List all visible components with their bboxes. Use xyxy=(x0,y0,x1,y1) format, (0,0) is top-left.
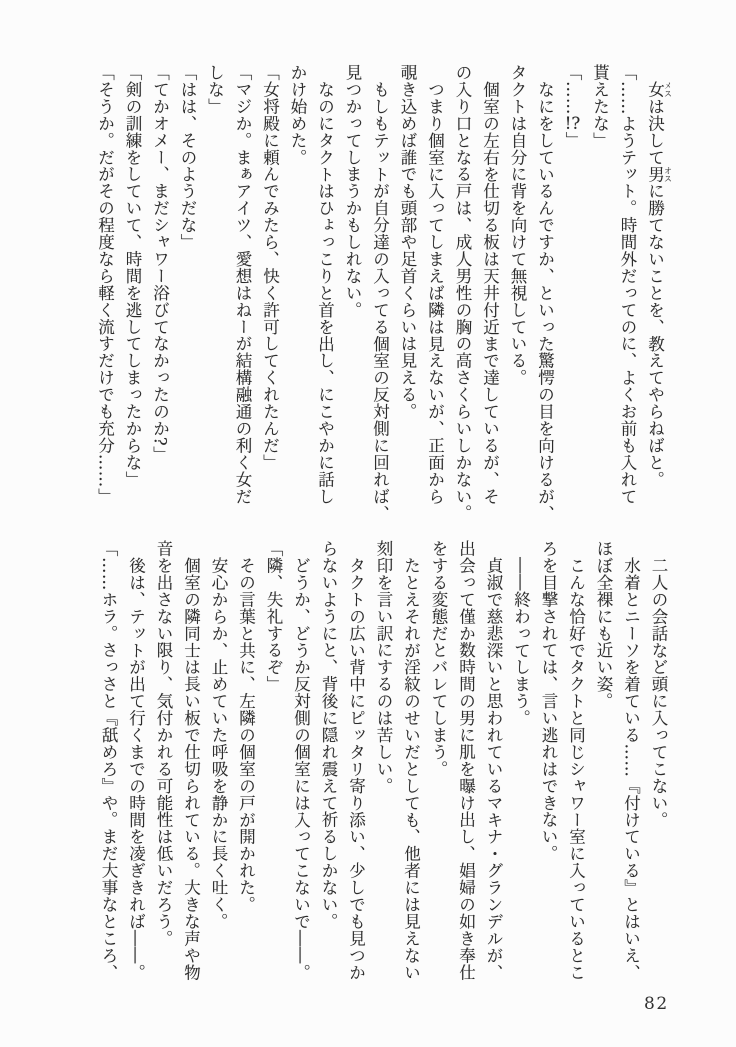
text-line: 「女将殿に頼んでみたら、快く許可してくれたんだ」 xyxy=(260,64,280,471)
text-line: もしもテットが自分達の入ってる個室の反対側に回れば、 xyxy=(370,81,390,522)
text-line: 「てかオメー、まだシャワー浴びてなかったのか?」 xyxy=(150,64,170,464)
furigana-ruby: 女 メス xyxy=(645,81,673,99)
text-line: 貞淑で慈悲深いと思われているマキナ・グランデルが、 xyxy=(484,557,503,981)
text-block-top xyxy=(91,64,672,528)
text-line: 女 メスは決して男 オスに勝てないことを、教えてやらねばと。 xyxy=(645,81,673,489)
text-line: 個室の隣同士は長い板で仕切られている。大きな声や物 xyxy=(181,557,201,981)
text-line: らないようにと、背後に隠れ震えて祈るしかない。 xyxy=(319,540,338,930)
text-line: こんな恰好でタクトと同じシャワー室に入っているとこ xyxy=(566,557,586,981)
text-line: 「……ホラ。さっさと『舐めろ』や。まだ大事なところ、 xyxy=(99,540,118,981)
text-line: 「……ようテット。時間外だってのに、よくお前も入れて xyxy=(618,64,637,505)
text-line: たとえそれが淫紋のせいだとしても、他者には見えない xyxy=(401,557,421,981)
text-line: タクトの広い背中にピッタリ寄り添い、少しでも見つか xyxy=(346,557,366,981)
text-line: をする変態だとバレてしまう。 xyxy=(429,540,448,778)
text-line: 後は、テットが出て行くまでの時間を凌ぎきれば――。 xyxy=(126,557,146,981)
text-line: かけ始めた。 xyxy=(288,64,307,166)
text-line: 刻印を言い訳にするのは苦しい。 xyxy=(374,540,393,795)
text-line: 「剣の訓練をしていて、時間を逃してしまったからな」 xyxy=(123,64,142,488)
text-line: 「そうか。だがその程度なら軽く流すだけでも充分……」 xyxy=(95,64,115,505)
text-line: の入り口となる戸は、成人男性の胸の高さくらいしかない。 xyxy=(453,64,472,522)
text-line: ほぼ全裸にも近い姿。 xyxy=(594,540,613,710)
tatechuyoko-exclamation-question: !? xyxy=(564,114,581,132)
text-line: なにをしているんですか、といった驚愕の目を向けるが、 xyxy=(535,81,555,522)
text-line: 貰えたな」 xyxy=(590,64,610,149)
text-line: ろを目撃されては、言い逃れはできない。 xyxy=(539,540,558,863)
page-number: 82 xyxy=(644,994,669,1014)
text-line: 音を出さない限り、気付かれる可能性は低いだろう。 xyxy=(154,540,173,947)
text-line: 「マジか。まぁアイツ、愛想はねーが結構融通の利く女だ xyxy=(233,64,252,505)
text-line: 水着とニーソを着ている……『付けている』とはいえ、 xyxy=(621,557,641,981)
text-line: なのにタクトはひょっこりと首を出し、にこやかに話し xyxy=(315,81,335,505)
text-line: タクトは自分に背を向けて無視している。 xyxy=(508,64,527,387)
text-line: 「……!?」 xyxy=(563,64,582,149)
text-line: 安心からか、止めていた呼吸を静かに長く吐く。 xyxy=(209,557,228,931)
text-line: しな」 xyxy=(205,64,225,115)
text-line: 二人の会話など頭に入ってこない。 xyxy=(649,557,668,829)
text-line: ――終わってしまう。 xyxy=(511,557,531,727)
text-line: どうか、どうか反対側の個室には入ってこないで――。 xyxy=(291,557,311,981)
text-line: 覗き込めば誰でも頭部や足首くらいは見える。 xyxy=(398,64,417,420)
furigana-ruby: 男 オス xyxy=(645,165,673,183)
text-block-bottom xyxy=(95,540,673,1004)
text-line: 見つかってしまうかもしれない。 xyxy=(343,64,362,319)
text-line: 出会って僅か数時間の男に肌を曝け出し、娼婦の如き奉仕 xyxy=(456,540,476,981)
text-line: 「隣、失礼するぞ」 xyxy=(264,540,283,693)
text-line: つまり個室に入ってしまえば隣は見えないが、正面から xyxy=(425,81,445,505)
text-line: 個室の左右を仕切る板は天井付近まで達しているが、そ xyxy=(480,81,500,505)
text-line: その言葉と共に、左隣の個室の戸が開かれた。 xyxy=(236,557,256,914)
text-line: 「はは、そのようだな」 xyxy=(178,64,197,251)
